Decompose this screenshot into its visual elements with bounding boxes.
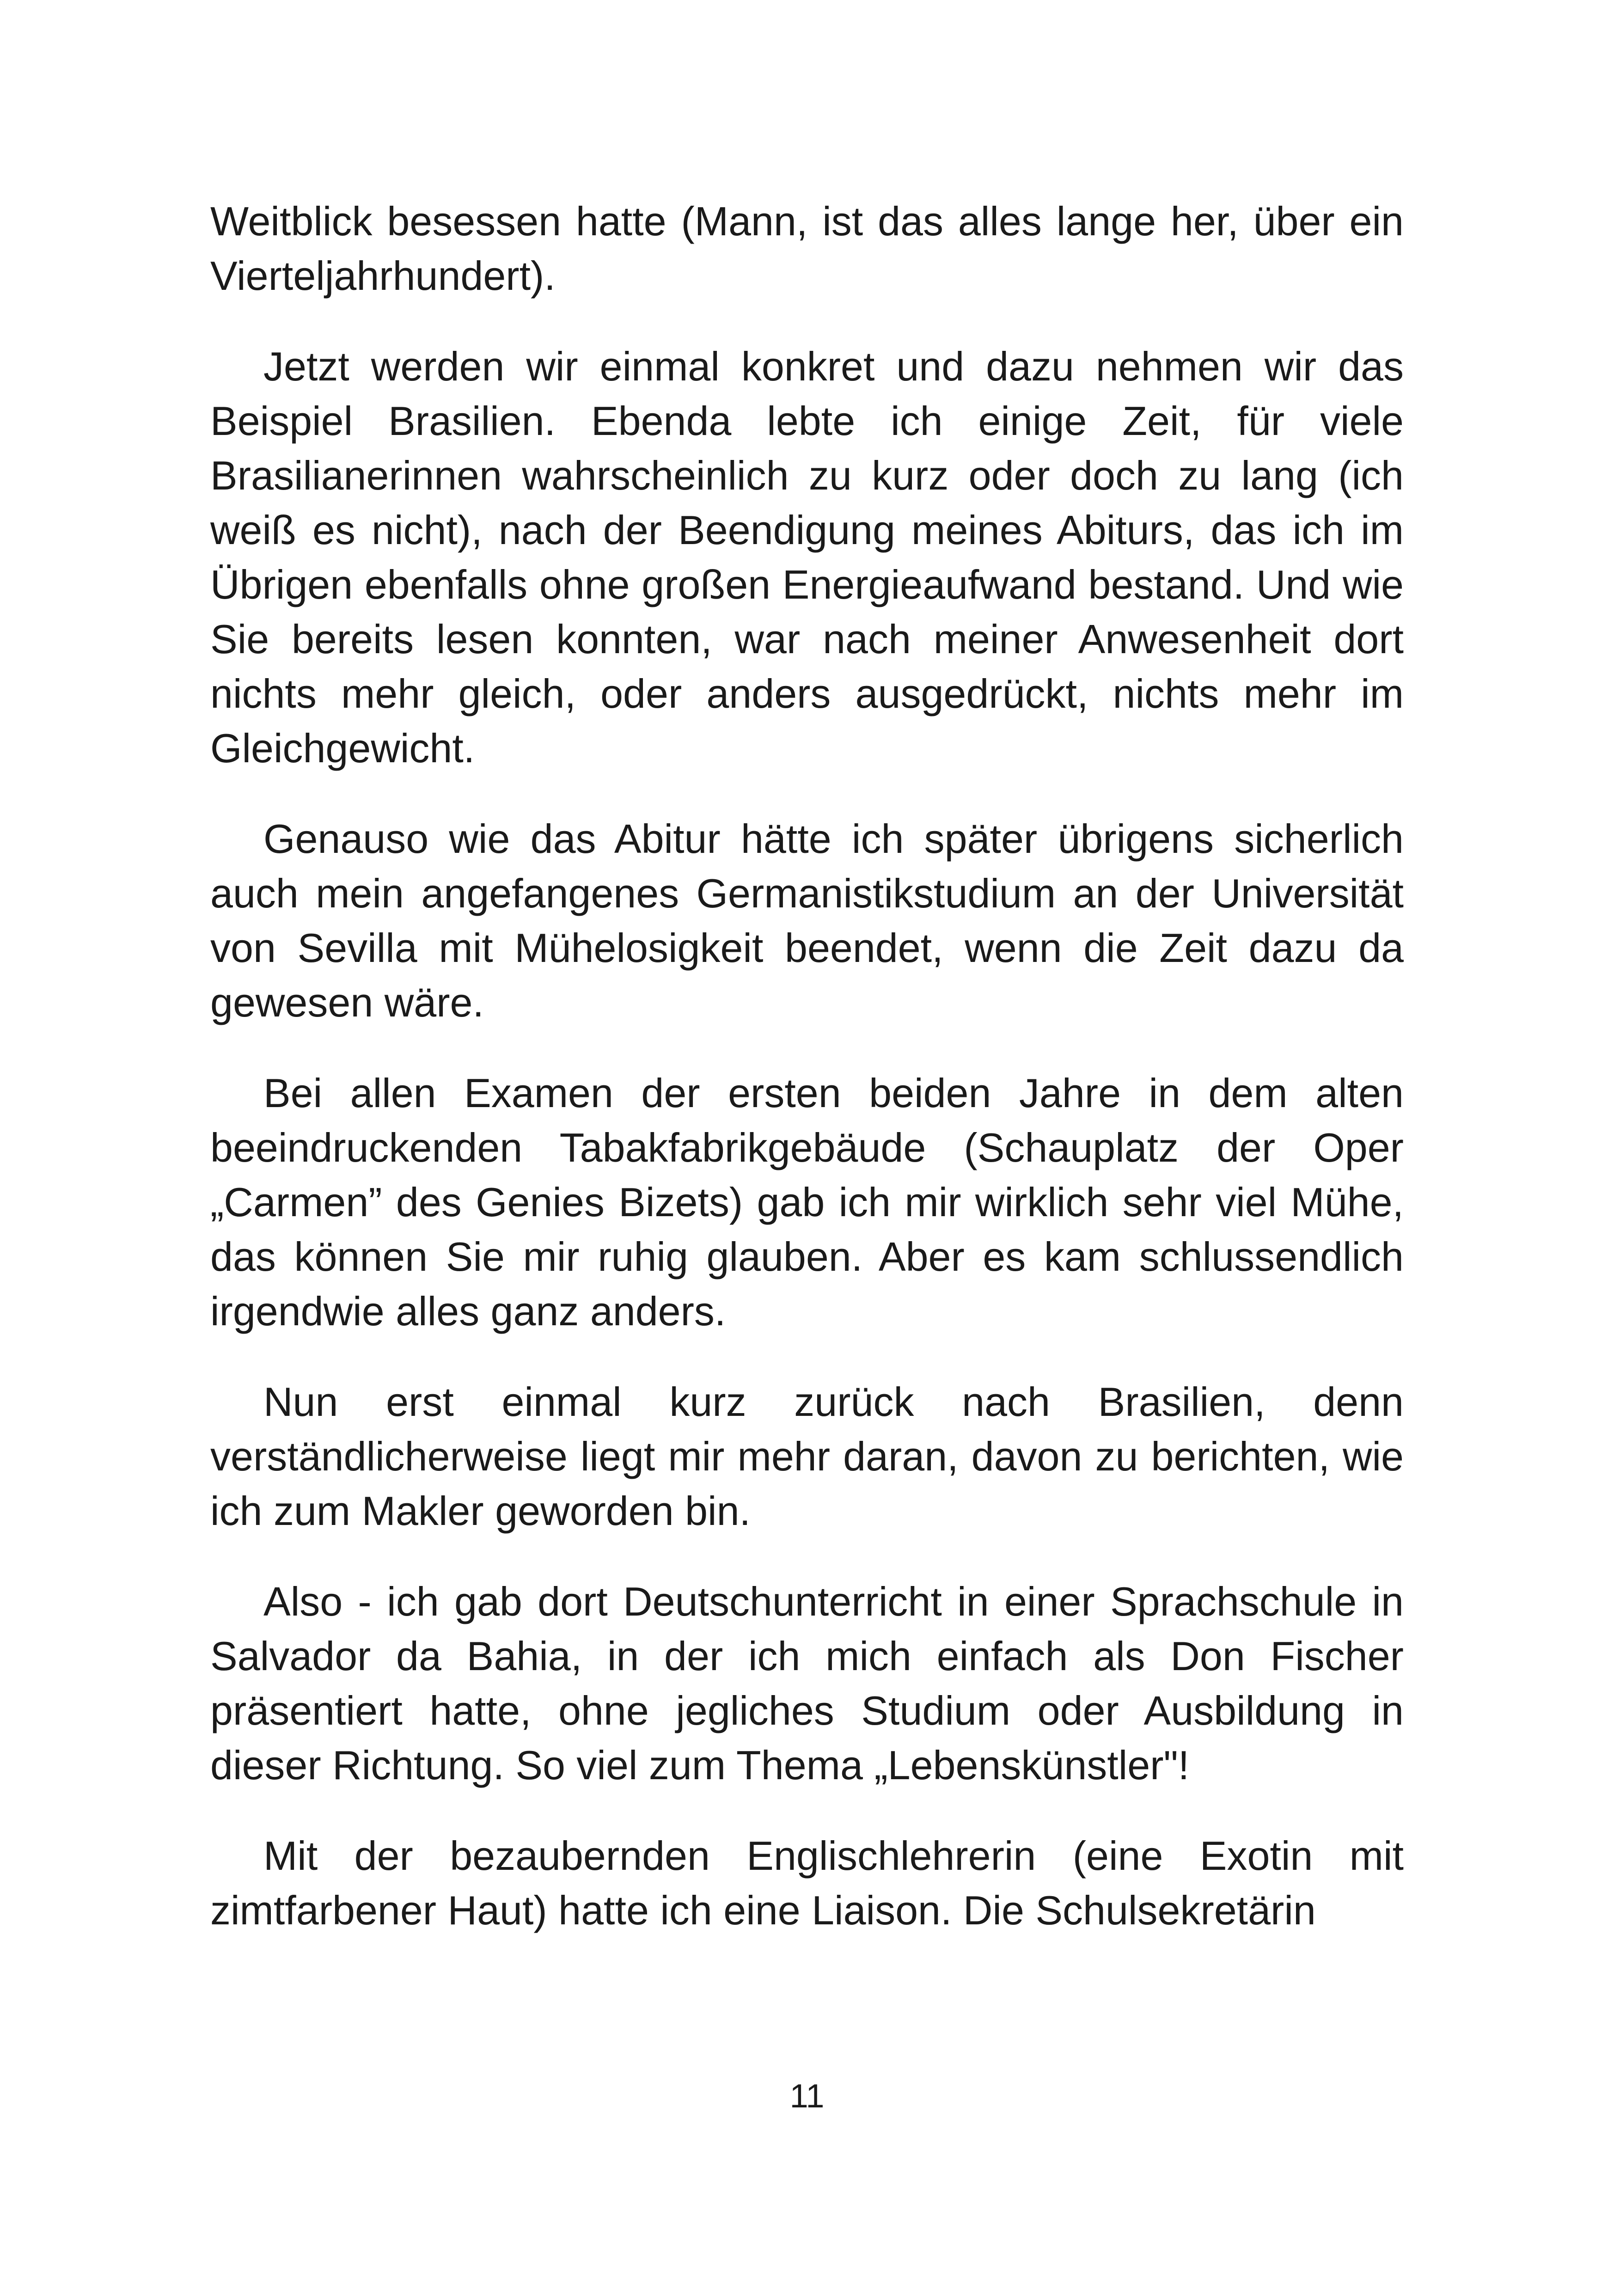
- paragraph: Genauso wie das Abitur hätte ich später übrigens sicherlich auch mein angefangenes Germanistikstudium an der Universität von Sevilla mit Mühelosigkeit beendet, wenn die Zeit dazu da gewesen wäre.: [210, 816, 1404, 1025]
- paragraph: Jetzt werden wir einmal konkret und dazu nehmen wir das Beispiel Brasilien. Ebenda lebte ich einige Zeit, für viele Brasilianerinnen wahrscheinlich zu kurz oder doch zu lang (ich weiß es nicht), nach der Beendigung meines Abiturs, das ich im Übrigen ebenfalls ohne großen Energieaufwand bestand. Und wie Sie bereits lesen konnten, war nach meiner Anwesenheit dort nichts mehr gleich, oder anders ausgedrückt, nichts mehr im Gleichgewicht.: [210, 343, 1404, 771]
- page-body: [210, 194, 1404, 1974]
- page-number: 11: [789, 2078, 825, 2115]
- paragraph: Mit der bezaubernden Englischlehrerin (eine Exotin mit zimtfarbener Haut) hatte ich eine Liaison. Die Schulsekretärin: [210, 1833, 1404, 1933]
- paragraph: Nun erst einmal kurz zurück nach Brasilien, denn verständlicherweise liegt mir mehr daran, davon zu berichten, wie ich zum Makler geworden bin.: [210, 1379, 1404, 1534]
- paragraph: Bei allen Examen der ersten beiden Jahre in dem alten beeindruckenden Tabakfabrikgebäude (Schauplatz der Oper „Carmen” des Genies Bizets) gab ich mir wirklich sehr viel Mühe, das können Sie mir ruhig glauben. Aber es kam schlussendlich irgendwie alles ganz anders.: [210, 1070, 1404, 1334]
- paragraph: Also - ich gab dort Deutschunterricht in einer Sprachschule in Salvador da Bahia, in der ich mich einfach als Don Fischer präsentiert hatte, ohne jegliches Studium oder Ausbildung in dieser Richtung. So viel zum Thema „Lebenskünstler"!: [210, 1579, 1404, 1788]
- paragraph: Weitblick besessen hatte (Mann, ist das alles lange her, über ein Vierteljahrhundert).: [210, 198, 1404, 299]
